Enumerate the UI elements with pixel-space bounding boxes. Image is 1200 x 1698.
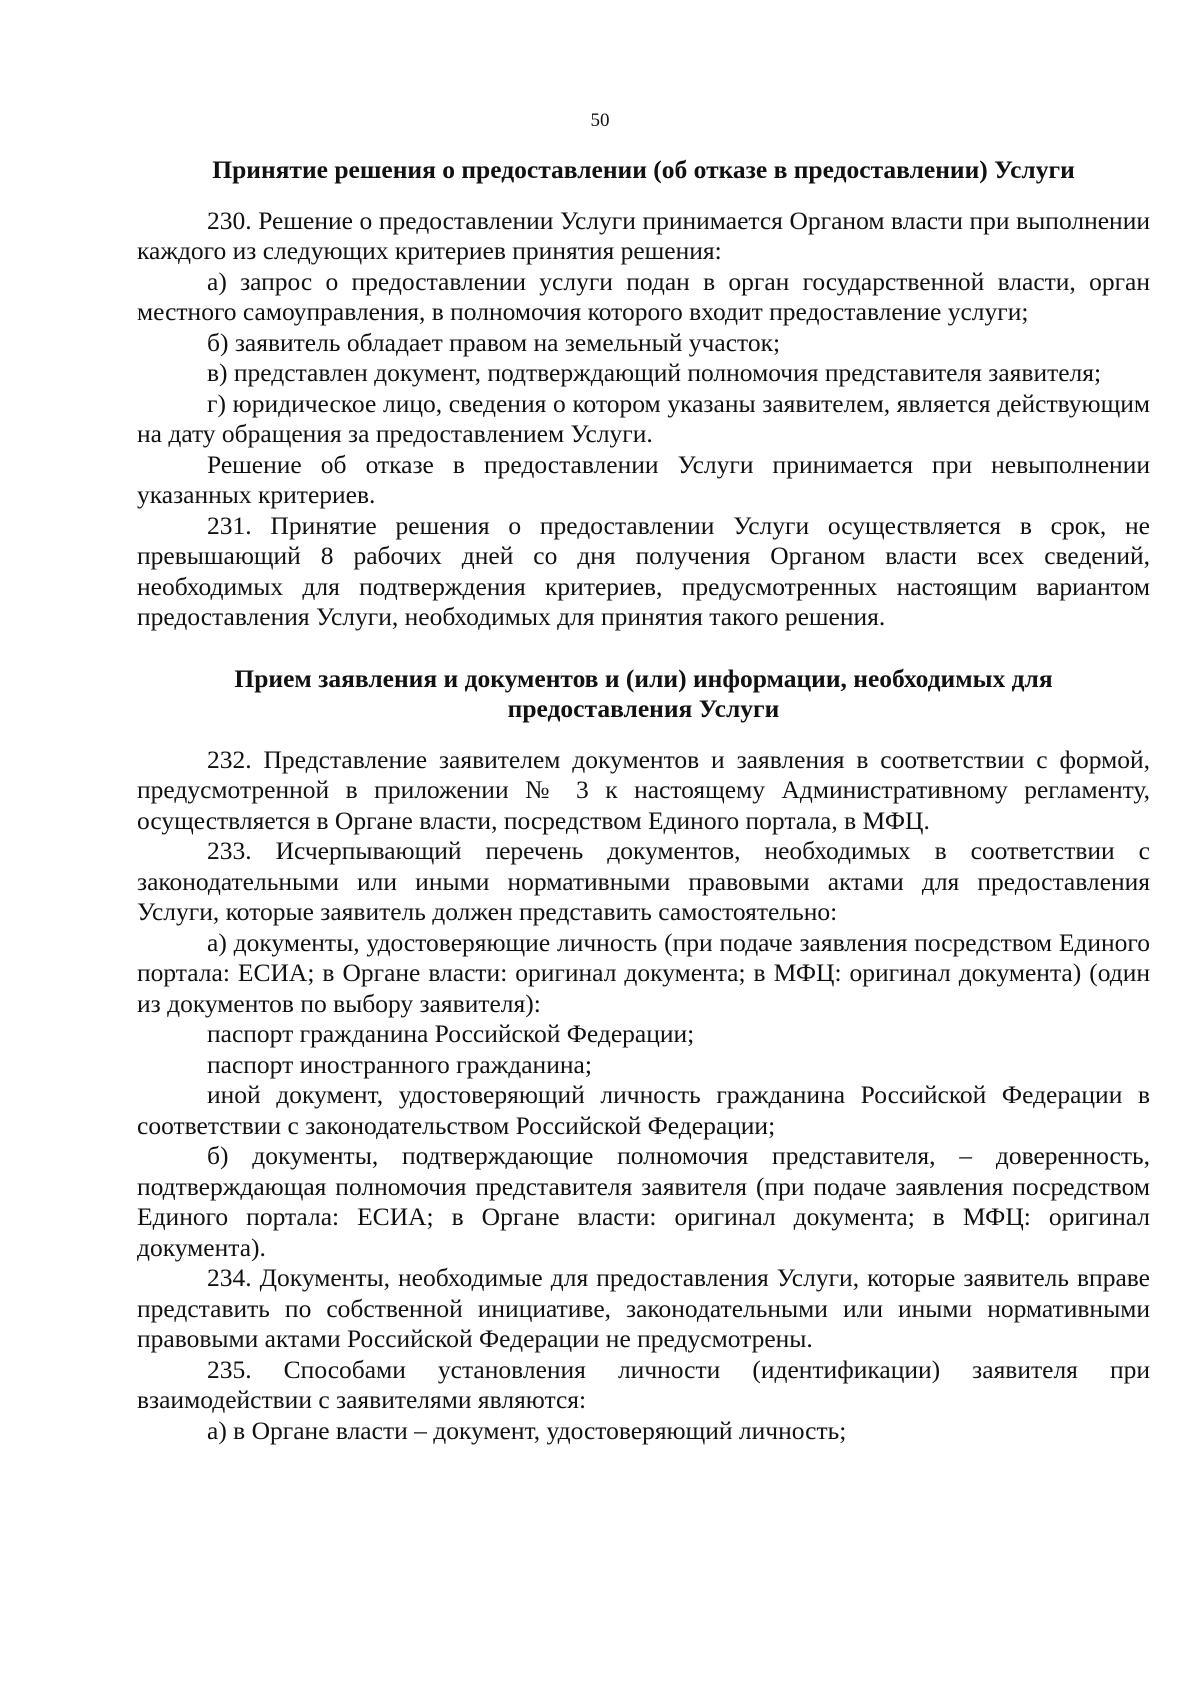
paragraph-233: 233. Исчерпывающий перечень документов, необходимых в соответствии с законодательными или иными нормативными правовыми актами для предоставления Услуги, которые заявитель должен представить самостоятельно: [137, 836, 1150, 926]
section-heading-intake: Прием заявления и документов и (или) информации, необходимых для предоставления Услуги [234, 663, 1053, 723]
paragraph-231: 231. Принятие решения о предоставлении Услуги осуществляется в срок, не превышающий 8 рабочих дней со дня получения Органом власти всех сведений, необходимых для подтверждения критериев, предусмотренных настоящим вариантом предоставления Услуги, необходимых для принятия такого решения. [137, 510, 1150, 631]
paragraph-234: 234. Документы, необходимые для предоставления Услуги, которые заявитель вправе представить по собственной инициативе, законодательными или иными нормативными правовыми актами Российской Федерации не предусмотрены. [137, 1263, 1150, 1353]
document-option-passport-rf: паспорт гражданина Российской Федерации; [207, 1019, 695, 1048]
paragraph-232: 232. Представление заявителем документов и заявления в соответствии с формой, предусмотренной в приложении № 3 к настоящему Административному регламенту, осуществляется в Органе власти, посредством Единого портала, в МФЦ. [137, 744, 1150, 835]
criterion-b: б) заявитель обладает правом на земельный участок; [207, 327, 781, 357]
refusal-paragraph: Решение об отказе в предоставлении Услуги принимается при невыполнении указанных критериев. [137, 449, 1150, 509]
documents-item-a: а) документы, удостоверяющие личность (при подаче заявления посредством Единого портала: ЕСИА; в Органе власти: оригинал документа; в МФЦ: оригинал документа) (один из документов по выбору заявителя): [137, 927, 1150, 1018]
criterion-a: а) запрос о предоставлении услуги подан в орган государственной власти, орган местного самоуправления, в полномочия которого входит предоставление услуги; [137, 266, 1150, 326]
document-option-foreign-passport: паспорт иностранного гражданина; [207, 1049, 592, 1079]
page-number: 50 [590, 110, 610, 131]
paragraph-230: 230. Решение о предоставлении Услуги принимается Органом власти при выполнении каждого из следующих критериев принятия решения: [137, 205, 1150, 265]
documents-item-b: б) документы, подтверждающие полномочия представителя, – доверенность, подтверждающая полномочия представителя заявителя (при подаче заявления посредством Единого портала: ЕСИА; в Органе власти: оригинал документа; в МФЦ: оригинал документа). [137, 1141, 1150, 1262]
criterion-c: в) представлен документ, подтверждающий полномочия представителя заявителя; [207, 358, 1102, 387]
section-heading-decision: Принятие решения о предоставлении (об отказе в предоставлении) Услуги [212, 155, 1075, 184]
criterion-d: г) юридическое лицо, сведения о котором указаны заявителем, является действующим на дату обращения за предоставлением Услуги. [137, 388, 1150, 448]
document-body [137, 155, 1150, 1446]
identification-item-a: а) в Органе власти – документ, удостоверяющий личность; [207, 1415, 847, 1445]
document-option-other-id: иной документ, удостоверяющий личность гражданина Российской Федерации в соответствии с законодательством Российской Федерации; [137, 1080, 1150, 1140]
paragraph-235: 235. Способами установления личности (идентификации) заявителя при взаимодействии с заявителями являются: [137, 1354, 1150, 1414]
